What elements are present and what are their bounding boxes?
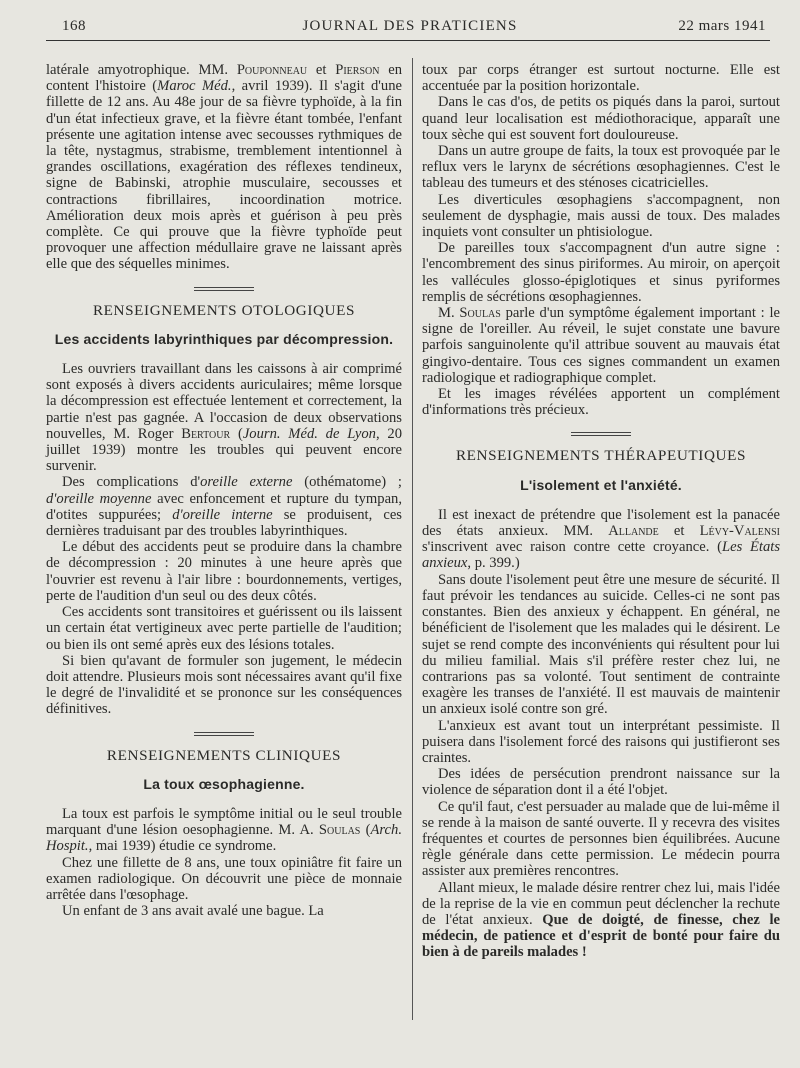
paragraph: Les ouvriers travaillant dans les caissons à air comprimé sont exposés à divers accidents auriculaires; même lorsque la décompression est effectuée lentement et correctement, la partie n'est pas gagnée. A l'occasion de deux observations nouvelles, M. Roger Bertour (Journ. Méd. de Lyon, 20 juillet 1939) montre les troubles qui peuvent encore survenir.	[46, 361, 403, 475]
section-heading-otologiques: RENSEIGNEMENTS OTOLOGIQUES	[92, 301, 356, 319]
right-column	[422, 62, 780, 961]
article-title-isolement: L'isolement et l'anxiété.	[520, 476, 682, 493]
paragraph: Ces accidents sont transitoires et guérissent ou ils laissent un certain état vertigineux avec perte partielle de l'audition; ou bien ils ont semé après eux des lésions totales.	[46, 604, 402, 653]
paragraph: Il est inexact de prétendre que l'isolement est la panacée des états anxieux. MM. Allande et Lévy-Valensi s'inscrivent avec raison contre cette croyance. (Les États anxieux, p. 399.)	[422, 506, 780, 572]
paragraph: Si bien qu'avant de formuler son jugement, le médecin doit attendre. Plusieurs mois sont nécessaires avant qu'il fixe le degré de l'invalidité et se prononce sur les conséquences définitives.	[46, 652, 402, 718]
left-column	[46, 62, 402, 919]
paragraph: toux par corps étranger est surtout nocturne. Elle est accentuée par la position horizontale.	[422, 62, 780, 95]
column-divider	[412, 58, 413, 1020]
paragraph: Allant mieux, le malade désire rentrer chez lui, mais l'idée de la reprise de la vie en commun peut déclencher la rechute de l'état anxieux. Que de doigté, de finesse, chez le médecin, de patience et d'esprit de bonté pour faire du bien à de pareils malades !	[422, 879, 780, 961]
paragraph: Des complications d'oreille externe (othématome) ; d'oreille moyenne avec enfoncement et rupture du tympan, d'otites suppurées; d'oreille interne se produisent, ces dernières traduisant par des troubles labyrinthiques.	[46, 474, 402, 540]
paragraph: Ce qu'il faut, c'est persuader au malade que de lui-même il se rende à la maison de santé ouverte. Il y recevra des visites fréquentes et courtes de personnes bien équilibrées. Aucune règle générale dans cette permission. Le médecin pourra assister aux premières rencontres.	[422, 798, 780, 880]
issue-date: 22 mars 1941	[678, 18, 766, 34]
paragraph: Chez une fillette de 8 ans, une toux opiniâtre fit faire un examen radiologique. On découvrit une pièce de monnaie arrêtée dans l'œsophage.	[46, 854, 402, 903]
section-heading-therapeutiques: RENSEIGNEMENTS THÉRAPEUTIQUES	[455, 447, 747, 465]
header-rule	[46, 40, 770, 41]
paragraph: M. Soulas parle d'un symptôme également important : le signe de l'oreiller. Au réveil, le sujet constate une bavure parfois sanguinolente qu'il attribue souvent au mauvais état gingivo-dentaire. Tous ces signes commandent un examen radiologique et radiographique complet.	[422, 305, 780, 386]
section-ornament	[194, 287, 254, 291]
journal-title: JOURNAL DES PRATICIENS	[302, 18, 518, 34]
paragraph: Et les images révélées apportent un complément d'informations très précieux.	[422, 386, 780, 419]
paragraph: Le début des accidents peut se produire dans la chambre de décompression : 20 minutes à une heure après que l'ouvrier est revenu à l'air libre : bourdonnements, vertiges, perte de l'audition d'un seul ou des deux côtés.	[46, 539, 402, 604]
article-title-toux: La toux œsophagienne.	[143, 775, 305, 792]
section-ornament	[571, 432, 631, 436]
page-number: 168	[62, 18, 86, 34]
article-title-decompression: Les accidents labyrinthiques par décompression.	[54, 330, 394, 347]
section-heading-cliniques: RENSEIGNEMENTS CLINIQUES	[106, 746, 342, 764]
paragraph: Les diverticules œsophagiens s'accompagnent, non seulement de dysphagie, mais aussi de toux. Des malades inquiets vont consulter un phtisiologue.	[422, 191, 780, 241]
paragraph: Un enfant de 3 ans avait avalé une bague. La	[62, 903, 324, 920]
running-header	[54, 14, 766, 38]
paragraph: Dans le cas d'os, de petits os piqués dans la paroi, surtout quand leur localisation est médiothoracique, apparaît une toux sèche qui est souvent fort douloureuse.	[422, 94, 780, 143]
paragraph: Dans un autre groupe de faits, la toux est provoquée par le reflux vers le larynx de sécrétions œsophagiennes. C'est le tableau des tumeurs et des sténoses cicatricielles.	[422, 143, 780, 192]
paragraph: Sans doute l'isolement peut être une mesure de sécurité. Il faut prévoir les tendances au suicide. Celles-ci ne sont pas constantes. Bien des anxieux y échappent. En général, ne bénéficient de l'isolement que les malades qui le désirent. Le sujet se rend compte des inconvénients qui résultent pour lui du milieu familial. Mais s'il préfère rester chez lui, ne contrarions pas sa volonté. Tout sentiment de contrainte exagère les transes de l'anxiété. Il est mauvais de maintenir un anxieux isolé contre son gré.	[422, 571, 780, 718]
section-ornament	[194, 732, 254, 736]
intro-paragraph: latérale amyotrophique. MM. Pouponneau et Pierson en content l'histoire (Maroc Méd., avril 1939). Il s'agit d'une fillette de 12 ans. Au 48e jour de sa fièvre typhoïde, à la fin d'un état infectieux grave, et la fièvre étant tombée, l'enfant présente une agitation intense avec secousses rythmiques de la tête, nystagmus, strabisme, tremblement intentionnel à grandes oscillations, exagération des réflexes tendineux, signe de Babinski, atrophie musculaire, secousses et contractions fibrillaires, incoordination motrice. Amélioration deux mois après et guérison à peu près complète. Ce qui prouve que la fièvre typhoïde peut provoquer une affection médullaire grave ne laissant après elle que des séquelles minimes.	[46, 62, 403, 273]
paragraph: Des idées de persécution prendront naissance sur la violence de séparation dont il a été l'objet.	[422, 766, 780, 799]
paragraph: L'anxieux est avant tout un interprétant pessimiste. Il puisera dans l'isolement forcé des raisons qui justifieront ses craintes.	[422, 717, 780, 766]
paragraph: De pareilles toux s'accompagnent d'un autre signe : l'encombrement des sinus piriformes. Au miroir, on aperçoit les vallécules glosso-épiglotiques et sinus pyriformes remplis de sécrétions œsophagiennes.	[422, 240, 780, 305]
paragraph: La toux est parfois le symptôme initial ou le seul trouble marquant d'une lésion oesophagienne. M. A. Soulas (Arch. Hospit., mai 1939) étudie ce syndrome.	[46, 805, 402, 855]
